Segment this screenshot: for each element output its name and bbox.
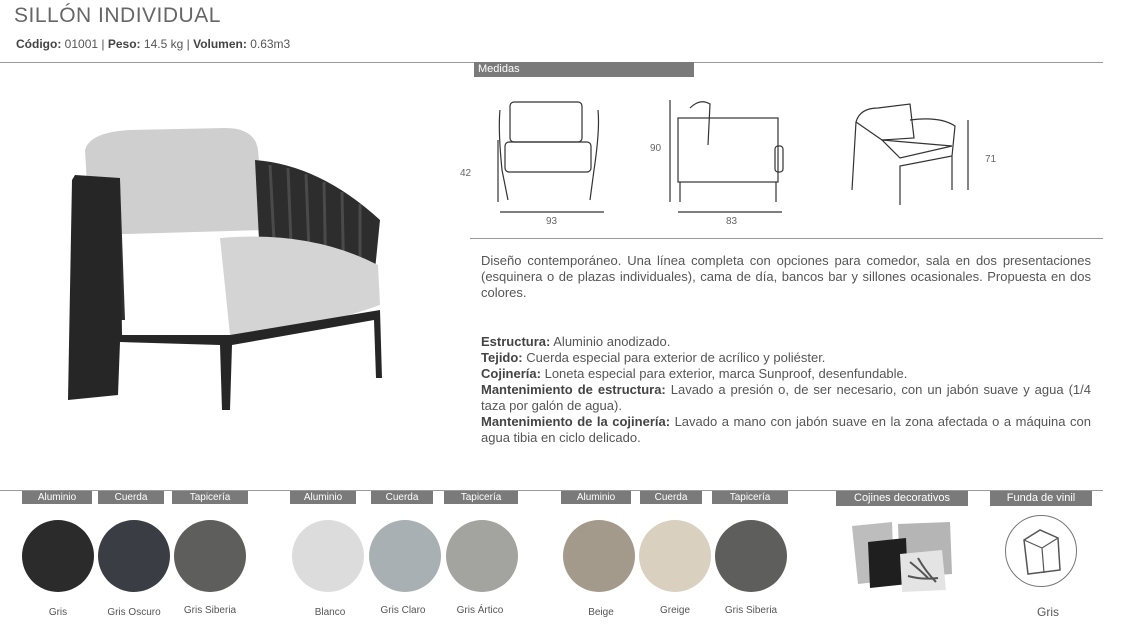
swatch-header-aluminio: Aluminio bbox=[561, 491, 631, 504]
cojines-header: Cojines decorativos bbox=[836, 491, 968, 506]
swatch-label: Greige bbox=[659, 605, 690, 616]
side-height-label: 90 bbox=[650, 143, 662, 154]
swatch-label: Gris Siberia bbox=[724, 605, 778, 616]
swatch-label: Gris Oscuro bbox=[107, 607, 161, 618]
spec-estructura: Estructura: Aluminio anodizado. bbox=[481, 334, 671, 349]
description: Diseño contemporáneo. Una línea completa con opciones para comedor, sala en dos presentaciones (esquinera o de plazas individuales), cama de día, bancos bar y sillones ocasionales. Propuesta en dos colores. bbox=[481, 253, 1091, 300]
medidas-label: Medidas bbox=[474, 62, 694, 77]
swatch-label: Gris Siberia bbox=[183, 605, 237, 616]
separator: | bbox=[186, 37, 190, 51]
volumen-value: 0.63m3 bbox=[250, 37, 291, 51]
spec-mantenimiento-cojineria: Mantenimiento de la cojinería: Lavado a mano con jabón suave en la zona afectada o a máquina con agua tibia en ciclo delicado. bbox=[481, 414, 1091, 445]
front-height-label: 42 bbox=[460, 168, 472, 179]
side-depth-label: 83 bbox=[726, 216, 738, 227]
swatch-header-tapiceria: Tapicería bbox=[444, 491, 518, 504]
swatch-gris-artico[interactable] bbox=[446, 520, 518, 592]
peso-label: Peso: bbox=[107, 37, 141, 51]
swatch-label: Beige bbox=[588, 607, 614, 618]
swatch-header-cuerda: Cuerda bbox=[98, 491, 164, 504]
swatch-gris-oscuro[interactable] bbox=[98, 520, 170, 592]
codigo-value: 01001 bbox=[64, 37, 99, 51]
specs-list bbox=[481, 334, 1091, 446]
spec-tejido: Tejido: Cuerda especial para exterior de acrílico y poliéster. bbox=[481, 350, 826, 365]
swatch-gris[interactable] bbox=[22, 520, 94, 592]
decorative-pillows-image bbox=[848, 518, 958, 594]
front-width-label: 93 bbox=[546, 216, 558, 227]
funda-header: Funda de vinil bbox=[990, 491, 1092, 506]
armchair-image bbox=[60, 120, 390, 410]
peso-value: 14.5 kg bbox=[143, 37, 184, 51]
swatch-header-aluminio: Aluminio bbox=[22, 491, 92, 504]
vinyl-cover-icon bbox=[1005, 515, 1077, 587]
swatch-label: Blanco bbox=[314, 607, 346, 618]
swatch-gris-claro[interactable] bbox=[369, 520, 441, 592]
swatch-label: Gris bbox=[48, 607, 68, 618]
swatch-label: Gris Claro bbox=[380, 605, 426, 616]
swatch-header-tapiceria: Tapicería bbox=[172, 491, 248, 504]
description-divider bbox=[470, 238, 1103, 239]
swatch-header-cuerda: Cuerda bbox=[371, 491, 433, 504]
product-meta bbox=[16, 37, 290, 51]
volumen-label: Volumen: bbox=[193, 37, 247, 51]
spec-mantenimiento-estructura: Mantenimiento de estructura: Lavado a presión o, de ser necesario, con un jabón suave y agua (1/4 taza por galón de agua). bbox=[481, 382, 1091, 413]
swatch-label: Gris Ártico bbox=[456, 605, 504, 616]
dimension-drawings bbox=[480, 90, 1040, 230]
funda-color-label: Gris bbox=[1037, 605, 1059, 619]
swatch-beige[interactable] bbox=[563, 520, 635, 592]
perspective-height-label: 71 bbox=[985, 154, 997, 165]
swatch-header-cuerda: Cuerda bbox=[640, 491, 702, 504]
separator: | bbox=[101, 37, 105, 51]
swatch-header-tapiceria: Tapicería bbox=[712, 491, 788, 504]
swatch-blanco[interactable] bbox=[292, 520, 364, 592]
swatch-greige[interactable] bbox=[639, 520, 711, 592]
swatch-header-aluminio: Aluminio bbox=[290, 491, 356, 504]
swatch-gris-siberia[interactable] bbox=[715, 520, 787, 592]
page-title: SILLÓN INDIVIDUAL bbox=[14, 4, 221, 27]
codigo-label: Código: bbox=[16, 37, 62, 51]
spec-cojineria: Cojinería: Loneta especial para exterior, marca Sunproof, desenfundable. bbox=[481, 366, 908, 381]
swatch-gris-siberia[interactable] bbox=[174, 520, 246, 592]
